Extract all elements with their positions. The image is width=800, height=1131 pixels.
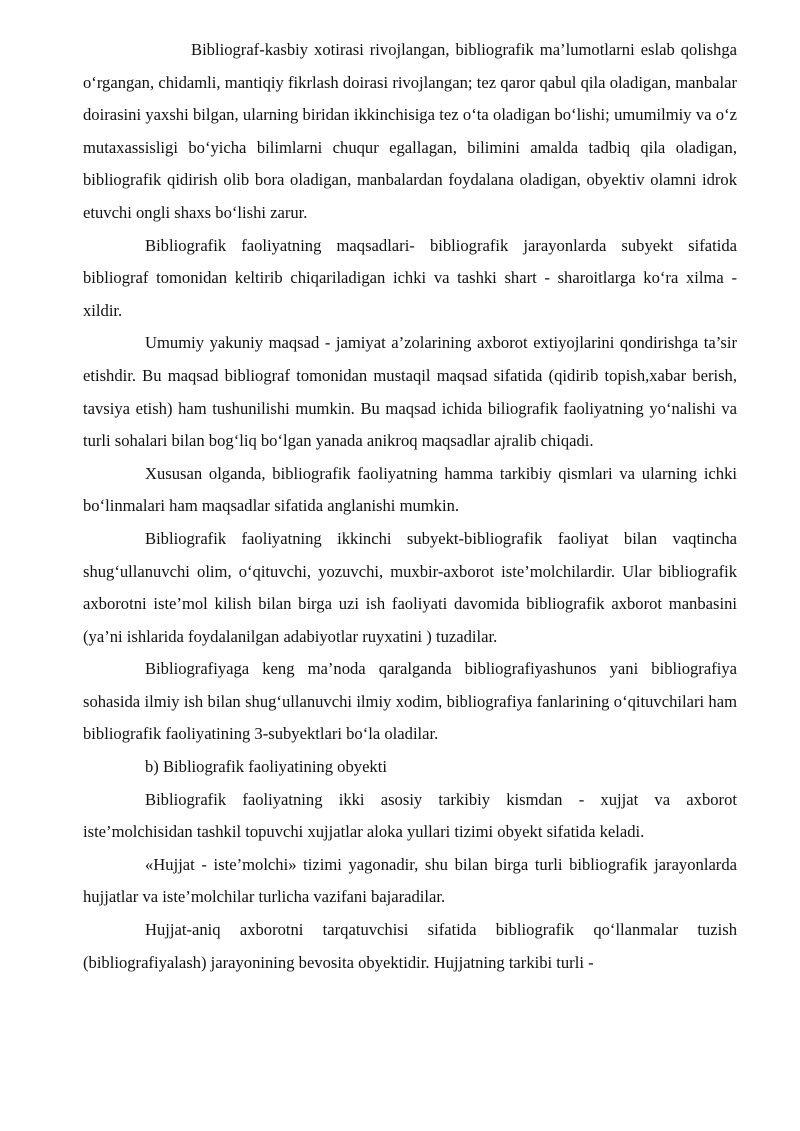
paragraph-bibliographer-qualities: Bibliograf-kasbiy xotirasi rivojlangan, bibliografik ma’lumotlarni eslab qolishga o‘rgangan, chidamli, mantiqiy fikrlash doirasi rivojlangan; tez qaror qabul qila oladigan, manbalar doirasini yaxshi bilgan, ularning biridan ikkinchisiga tez o‘ta oladigan bo‘lishi; umumilmiy va o‘z mutaxassisligi bo‘yicha bilimlarni chuqur egallagan, bilimini amalda tadbiq qila oladigan, bibliografik qidirish olib bora oladigan, manbalardan foydalana oladigan, obyektiv olamni idrok etuvchi ongli shaxs bo‘lishi zarur. (83, 40, 737, 222)
paragraph-activity-goals: Bibliografik faoliyatning maqsadlari- bibliografik jarayonlarda subyekt sifatida bibliograf tomonidan keltirib chiqariladigan ichki va tashki shart - sharoitlarga ko‘ra xilma - xildir. (83, 235, 737, 320)
paragraph-components-as-goals: Xususan olganda, bibliografik faoliyatning hamma tarkibiy qismlari va ularning ichki bo‘linmalari ham maqsadlar sifatida anglanishi mumkin. (83, 463, 737, 516)
section-heading-object: b) Bibliografik faoliyatining obyekti (145, 757, 387, 777)
paragraph-general-goal: Umumiy yakuniy maqsad - jamiyat a’zolarining axborot extiyojlarini qondirishga ta’sir etishdir. Bu maqsad bibliograf tomonidan mustaqil maqsad sifatida (qidirib topish,xabar berish, tavsiya etish) ham tushunilishi mumkin. Bu maqsad ichida biliografik faoliyatning yo‘nalishi va turli sohalari bilan bog‘liq bo‘lgan yanada anikroq maqsadlar ajralib chiqadi. (83, 333, 737, 451)
paragraph-object-definition: Bibliografik faoliyatning ikki asosiy tarkibiy kismdan - xujjat va axborot iste’molchisidan tashkil topuvchi xujjatlar aloka yullari tizimi obyekt sifatida keladi. (83, 789, 737, 842)
paragraph-document-as-carrier: Hujjat-aniq axborotni tarqatuvchisi sifatida bibliografik qo‘llanmalar tuzish (bibliografiyalash) jarayonining bevosita obyektidir. Hujjatning tarkibi turli - (83, 920, 737, 972)
paragraph-document-consumer-system: «Hujjat - iste’molchi» tizimi yagonadir, shu bilan birga turli bibliografik jarayonlarda hujjatlar va iste’molchilar turlicha vazifani bajaradilar. (83, 854, 737, 907)
paragraph-second-subject: Bibliografik faoliyatning ikkinchi subyekt-bibliografik faoliyat bilan vaqtincha shug‘ullanuvchi olim, o‘qituvchi, yozuvchi, muxbir-axborot iste’molchilardir. Ular bibliografik axborotni iste’mol kilish bilan birga uzi ish faoliyati davomida bibliografik axborot manbasini (ya’ni ishlarida foydalanilgan adabiyotlar ruyxatini ) tuzadilar. (83, 528, 737, 646)
paragraph-third-subject: Bibliografiyaga keng ma’noda qaralganda bibliografiyashunos yani bibliografiya sohasida ilmiy ish bilan shug‘ullanuvchi ilmiy xodim, bibliografiya fanlarining o‘qituvchilari ham bibliografik faoliyatining 3-subyektlari bo‘la oladilar. (83, 659, 737, 744)
